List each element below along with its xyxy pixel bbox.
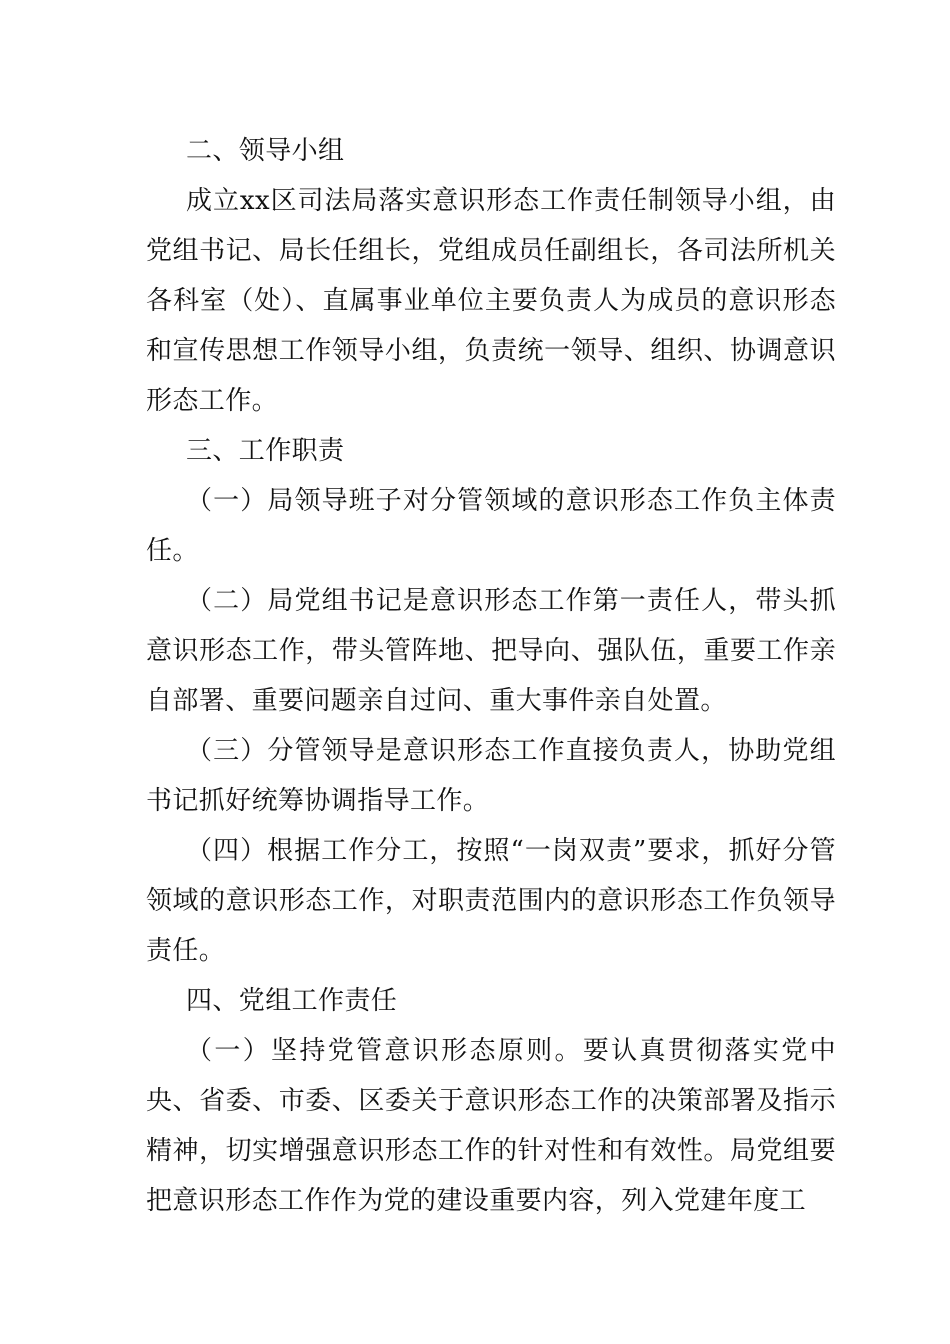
document-body [146,126,836,1226]
paragraph-leadership-group: 成立xx区司法局落实意识形态工作责任制领导小组，由党组书记、局长任组长，党组成员任副组长，各司法所机关各科室（处）、直属事业单位主要负责人为成员的意识形态和宣传思想工作领导小组，负责统一领导、组织、协调意识形态工作。 [146,186,836,416]
section-heading-leadership-group: 二、领导小组 [186,136,345,166]
paragraph-duty-3: （三）分管领导是意识形态工作直接负责人，协助党组书记抓好统筹协调指导工作。 [146,736,836,816]
paragraph-duty-2: （二）局党组书记是意识形态工作第一责任人，带头抓意识形态工作，带头管阵地、把导向、强队伍，重要工作亲自部署、重要问题亲自过问、重大事件亲自处置。 [146,586,836,716]
section-heading-duties: 三、工作职责 [186,436,345,466]
paragraph-party-responsibility-1: （一）坚持党管意识形态原则。要认真贯彻落实党中央、省委、市委、区委关于意识形态工作的决策部署及指示精神，切实增强意识形态工作的针对性和有效性。局党组要把意识形态工作作为党的建设重要内容，列入党建年度工 [146,1036,836,1216]
paragraph-duty-4: （四）根据工作分工，按照“一岗双责”要求，抓好分管领域的意识形态工作，对职责范围内的意识形态工作负领导责任。 [146,836,836,966]
paragraph-duty-1: （一）局领导班子对分管领域的意识形态工作负主体责任。 [146,486,836,566]
section-heading-party-group-responsibility: 四、党组工作责任 [186,986,398,1016]
